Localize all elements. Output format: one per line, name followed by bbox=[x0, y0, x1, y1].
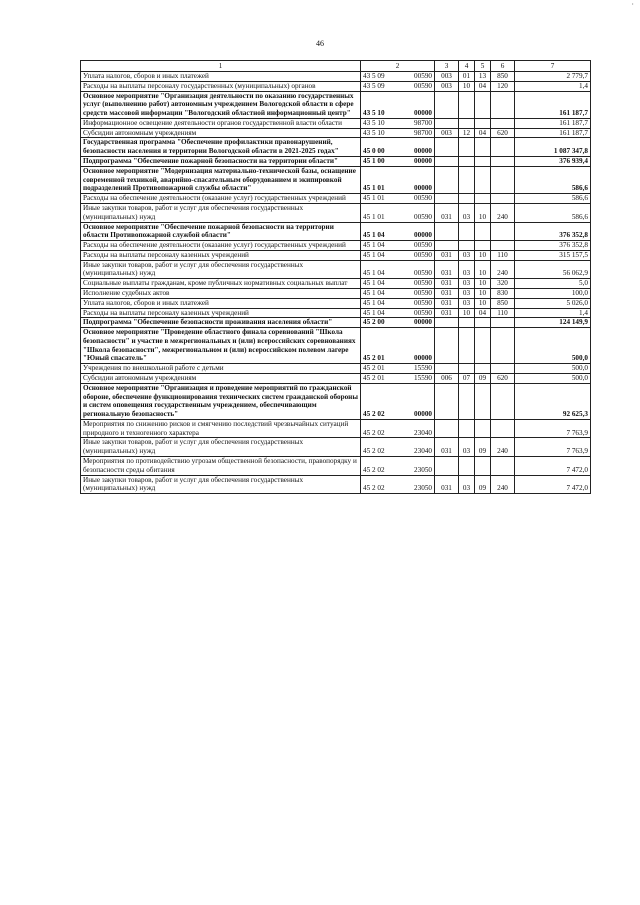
row-amount: 376 352,8 bbox=[515, 222, 591, 241]
row-section: 03 bbox=[459, 298, 475, 308]
row-section bbox=[459, 383, 475, 419]
row-amount: 500,0 bbox=[515, 374, 591, 384]
row-expense-type: 240 bbox=[491, 438, 515, 457]
row-ministry bbox=[435, 138, 459, 157]
row-code: 43 5 09 bbox=[361, 72, 401, 82]
row-category: 00590 bbox=[401, 288, 435, 298]
row-category: 98700 bbox=[401, 128, 435, 138]
table-row bbox=[81, 194, 591, 204]
row-ministry bbox=[435, 419, 459, 438]
row-section: 03 bbox=[459, 288, 475, 298]
row-code: 45 0 00 bbox=[361, 138, 401, 157]
table-row bbox=[81, 457, 591, 476]
row-name: Информационное освещение деятельности органов государственной власти области bbox=[81, 118, 361, 128]
row-expense-type: 240 bbox=[491, 260, 515, 279]
row-category: 23040 bbox=[401, 438, 435, 457]
row-expense-type: 320 bbox=[491, 279, 515, 289]
row-amount: 1,4 bbox=[515, 308, 591, 318]
row-expense-type bbox=[491, 364, 515, 374]
row-category: 00000 bbox=[401, 91, 435, 118]
row-section: 03 bbox=[459, 250, 475, 260]
row-amount: 7 472,0 bbox=[515, 457, 591, 476]
row-section bbox=[459, 91, 475, 118]
row-section bbox=[459, 328, 475, 364]
row-ministry bbox=[435, 222, 459, 241]
table-row bbox=[81, 72, 591, 82]
row-code: 45 1 04 bbox=[361, 260, 401, 279]
row-ministry bbox=[435, 166, 459, 193]
row-expense-type bbox=[491, 318, 515, 328]
row-section bbox=[459, 118, 475, 128]
header-col-7: 7 bbox=[515, 61, 591, 72]
row-section bbox=[459, 457, 475, 476]
table-row bbox=[81, 383, 591, 419]
row-subsection bbox=[475, 364, 491, 374]
row-amount: 161 187,7 bbox=[515, 128, 591, 138]
row-name: Основное мероприятие "Организация деятельности по оказанию государственных услуг (выполнению работ) автономным учреждением Вологодской области в сфере средств массовой информации "Вологодский областной информационный центр" bbox=[81, 91, 361, 118]
header-col-5: 5 bbox=[475, 61, 491, 72]
row-subsection bbox=[475, 118, 491, 128]
row-name: Субсидии автономным учреждениям bbox=[81, 128, 361, 138]
row-ministry bbox=[435, 318, 459, 328]
row-amount: 2 779,7 bbox=[515, 72, 591, 82]
row-subsection bbox=[475, 194, 491, 204]
row-expense-type bbox=[491, 138, 515, 157]
row-ministry bbox=[435, 157, 459, 167]
row-code: 45 1 04 bbox=[361, 298, 401, 308]
row-category: 00590 bbox=[401, 250, 435, 260]
row-expense-type: 850 bbox=[491, 72, 515, 82]
row-code: 45 1 01 bbox=[361, 166, 401, 193]
row-ministry: 031 bbox=[435, 298, 459, 308]
table-row bbox=[81, 475, 591, 494]
row-section bbox=[459, 157, 475, 167]
row-amount: 7 763,9 bbox=[515, 438, 591, 457]
table-row bbox=[81, 138, 591, 157]
row-ministry: 031 bbox=[435, 475, 459, 494]
row-expense-type: 240 bbox=[491, 203, 515, 222]
row-expense-type bbox=[491, 419, 515, 438]
row-category: 00590 bbox=[401, 279, 435, 289]
row-category: 23040 bbox=[401, 419, 435, 438]
row-code: 45 2 01 bbox=[361, 374, 401, 384]
row-subsection bbox=[475, 138, 491, 157]
row-name: Расходы на обеспечение деятельности (оказание услуг) государственных учреждений bbox=[81, 194, 361, 204]
row-name: Расходы на выплаты персоналу государственных (муниципальных) органов bbox=[81, 81, 361, 91]
row-ministry: 031 bbox=[435, 308, 459, 318]
row-subsection bbox=[475, 328, 491, 364]
row-section: 01 bbox=[459, 72, 475, 82]
table-row bbox=[81, 288, 591, 298]
table-row bbox=[81, 250, 591, 260]
row-name: Основное мероприятие "Проведение областного финала соревнований "Школа безопасности" и участие в межрегиональных и (или) всероссийских соревнованиях "Школа безопасности", межрегиональном и (или) всероссийском полевом лагере "Юный спасатель" bbox=[81, 328, 361, 364]
row-category: 00000 bbox=[401, 138, 435, 157]
row-category: 23050 bbox=[401, 475, 435, 494]
row-name: Субсидии автономным учреждениям bbox=[81, 374, 361, 384]
row-section bbox=[459, 318, 475, 328]
table-row bbox=[81, 318, 591, 328]
row-code: 45 2 02 bbox=[361, 383, 401, 419]
row-ministry: 031 bbox=[435, 288, 459, 298]
row-subsection: 10 bbox=[475, 288, 491, 298]
row-code: 45 1 01 bbox=[361, 194, 401, 204]
row-amount: 376 939,4 bbox=[515, 157, 591, 167]
row-section: 03 bbox=[459, 203, 475, 222]
row-expense-type: 830 bbox=[491, 288, 515, 298]
row-name: Расходы на выплаты персоналу казенных учреждений bbox=[81, 250, 361, 260]
row-category: 23050 bbox=[401, 457, 435, 476]
row-code: 45 2 02 bbox=[361, 475, 401, 494]
row-ministry bbox=[435, 364, 459, 374]
row-name: Расходы на выплаты персоналу казенных учреждений bbox=[81, 308, 361, 318]
row-section bbox=[459, 241, 475, 251]
row-subsection bbox=[475, 383, 491, 419]
table-row bbox=[81, 91, 591, 118]
row-amount: 92 625,3 bbox=[515, 383, 591, 419]
row-expense-type bbox=[491, 222, 515, 241]
row-expense-type: 850 bbox=[491, 298, 515, 308]
row-amount: 500,0 bbox=[515, 364, 591, 374]
table-body bbox=[81, 61, 591, 494]
row-amount: 315 157,5 bbox=[515, 250, 591, 260]
row-amount: 56 062,9 bbox=[515, 260, 591, 279]
row-category: 00590 bbox=[401, 298, 435, 308]
row-expense-type bbox=[491, 241, 515, 251]
row-amount: 7 472,0 bbox=[515, 475, 591, 494]
row-name: Государственная программа "Обеспечение профилактики правонарушений, безопасности населения и территории Вологодской области в 2021-2025 годах" bbox=[81, 138, 361, 157]
row-name: Основное мероприятие "Организация и проведение мероприятий по гражданской обороне, обеспечение функционирования технических систем гражданской обороны и систем оповещения государственным учреждением, обеспечивающим региональную безопасность" bbox=[81, 383, 361, 419]
row-ministry: 031 bbox=[435, 250, 459, 260]
row-ministry: 003 bbox=[435, 128, 459, 138]
row-expense-type: 110 bbox=[491, 250, 515, 260]
row-category: 15590 bbox=[401, 364, 435, 374]
row-code: 45 2 01 bbox=[361, 364, 401, 374]
budget-table bbox=[80, 60, 591, 494]
table-row bbox=[81, 438, 591, 457]
row-name: Социальные выплаты гражданам, кроме публичных нормативных социальных выплат bbox=[81, 279, 361, 289]
row-amount: 500,0 bbox=[515, 328, 591, 364]
row-ministry: 031 bbox=[435, 279, 459, 289]
row-expense-type: 620 bbox=[491, 374, 515, 384]
row-ministry bbox=[435, 91, 459, 118]
row-category: 00000 bbox=[401, 222, 435, 241]
row-ministry: 031 bbox=[435, 438, 459, 457]
table-row bbox=[81, 118, 591, 128]
row-ministry bbox=[435, 383, 459, 419]
header-col-1: 1 bbox=[81, 61, 361, 72]
row-subsection: 10 bbox=[475, 203, 491, 222]
table-row bbox=[81, 374, 591, 384]
row-category: 00000 bbox=[401, 383, 435, 419]
row-code: 45 2 00 bbox=[361, 318, 401, 328]
table-row bbox=[81, 128, 591, 138]
row-code: 45 2 01 bbox=[361, 328, 401, 364]
row-expense-type: 110 bbox=[491, 308, 515, 318]
row-name: Учреждения по внешкольной работе с детьми bbox=[81, 364, 361, 374]
row-amount: 586,6 bbox=[515, 203, 591, 222]
table-row bbox=[81, 81, 591, 91]
row-category: 00000 bbox=[401, 157, 435, 167]
row-name: Иные закупки товаров, работ и услуг для обеспечения государственных (муниципальных) нужд bbox=[81, 438, 361, 457]
row-ministry bbox=[435, 241, 459, 251]
row-name: Уплата налогов, сборов и иных платежей bbox=[81, 298, 361, 308]
row-section bbox=[459, 419, 475, 438]
row-expense-type bbox=[491, 91, 515, 118]
row-name: Исполнение судебных актов bbox=[81, 288, 361, 298]
row-category: 00590 bbox=[401, 194, 435, 204]
row-code: 45 1 04 bbox=[361, 250, 401, 260]
row-code: 45 1 04 bbox=[361, 279, 401, 289]
row-section bbox=[459, 166, 475, 193]
row-amount: 376 352,8 bbox=[515, 241, 591, 251]
table-row bbox=[81, 203, 591, 222]
row-code: 43 5 10 bbox=[361, 118, 401, 128]
table-row bbox=[81, 328, 591, 364]
table-row bbox=[81, 157, 591, 167]
row-expense-type bbox=[491, 194, 515, 204]
row-category: 98700 bbox=[401, 118, 435, 128]
table-row bbox=[81, 241, 591, 251]
row-section: 12 bbox=[459, 128, 475, 138]
row-subsection bbox=[475, 318, 491, 328]
row-section bbox=[459, 194, 475, 204]
table-row bbox=[81, 298, 591, 308]
header-col-2: 2 bbox=[361, 61, 435, 72]
row-name: Уплата налогов, сборов и иных платежей bbox=[81, 72, 361, 82]
row-category: 00000 bbox=[401, 328, 435, 364]
row-expense-type bbox=[491, 157, 515, 167]
row-amount: 161 187,7 bbox=[515, 91, 591, 118]
row-expense-type bbox=[491, 383, 515, 419]
table-header-row bbox=[81, 61, 591, 72]
row-section: 03 bbox=[459, 279, 475, 289]
table-row bbox=[81, 260, 591, 279]
row-subsection: 04 bbox=[475, 128, 491, 138]
row-category: 00590 bbox=[401, 81, 435, 91]
row-ministry: 006 bbox=[435, 374, 459, 384]
row-code: 45 2 02 bbox=[361, 457, 401, 476]
row-category: 00590 bbox=[401, 203, 435, 222]
row-subsection bbox=[475, 91, 491, 118]
row-ministry bbox=[435, 457, 459, 476]
row-name: Расходы на обеспечение деятельности (оказание услуг) государственных учреждений bbox=[81, 241, 361, 251]
row-name: Основное мероприятие "Модернизация материально-технической базы, оснащение современной техникой, аварийно-спасательным оборудованием и экипировкой подразделений Противопожарной службы области" bbox=[81, 166, 361, 193]
header-col-3: 3 bbox=[435, 61, 459, 72]
row-amount: 1,4 bbox=[515, 81, 591, 91]
row-subsection: 10 bbox=[475, 260, 491, 279]
table-row bbox=[81, 166, 591, 193]
row-section: 03 bbox=[459, 438, 475, 457]
row-category: 00590 bbox=[401, 308, 435, 318]
table-row bbox=[81, 279, 591, 289]
row-amount: 5 026,0 bbox=[515, 298, 591, 308]
header-col-6: 6 bbox=[491, 61, 515, 72]
row-code: 45 1 04 bbox=[361, 241, 401, 251]
row-name: Иные закупки товаров, работ и услуг для обеспечения государственных (муниципальных) нужд bbox=[81, 475, 361, 494]
row-subsection: 04 bbox=[475, 81, 491, 91]
table-row bbox=[81, 364, 591, 374]
row-amount: 5,0 bbox=[515, 279, 591, 289]
row-name: Основное мероприятие "Обеспечение пожарной безопасности на территории области Противопожарной службой области" bbox=[81, 222, 361, 241]
row-amount: 124 149,9 bbox=[515, 318, 591, 328]
row-subsection: 04 bbox=[475, 308, 491, 318]
row-category: 00590 bbox=[401, 260, 435, 279]
row-code: 45 1 04 bbox=[361, 308, 401, 318]
row-expense-type bbox=[491, 118, 515, 128]
row-ministry: 003 bbox=[435, 72, 459, 82]
row-subsection: 09 bbox=[475, 374, 491, 384]
row-amount: 161 187,7 bbox=[515, 118, 591, 128]
row-subsection: 10 bbox=[475, 250, 491, 260]
row-subsection: 10 bbox=[475, 298, 491, 308]
row-name: Мероприятия по снижению рисков и смягчению последствий чрезвычайных ситуаций природного и техногенного характера bbox=[81, 419, 361, 438]
row-expense-type: 620 bbox=[491, 128, 515, 138]
row-section bbox=[459, 138, 475, 157]
row-category: 00590 bbox=[401, 72, 435, 82]
row-section bbox=[459, 364, 475, 374]
row-code: 45 2 02 bbox=[361, 419, 401, 438]
row-code: 43 5 09 bbox=[361, 81, 401, 91]
row-code: 45 1 04 bbox=[361, 288, 401, 298]
row-subsection bbox=[475, 419, 491, 438]
row-name: Иные закупки товаров, работ и услуг для обеспечения государственных (муниципальных) нужд bbox=[81, 203, 361, 222]
row-amount: 586,6 bbox=[515, 166, 591, 193]
row-expense-type: 120 bbox=[491, 81, 515, 91]
row-expense-type bbox=[491, 457, 515, 476]
row-section: 03 bbox=[459, 260, 475, 279]
row-name: Мероприятия по противодействию угрозам общественной безопасности, правопорядку и безопасности среды обитания bbox=[81, 457, 361, 476]
row-code: 43 5 10 bbox=[361, 91, 401, 118]
row-subsection bbox=[475, 222, 491, 241]
row-amount: 586,6 bbox=[515, 194, 591, 204]
row-ministry: 031 bbox=[435, 260, 459, 279]
row-subsection: 13 bbox=[475, 72, 491, 82]
row-name: Подпрограмма "Обеспечение пожарной безопасности на территории области" bbox=[81, 157, 361, 167]
row-category: 00000 bbox=[401, 318, 435, 328]
row-code: 45 1 01 bbox=[361, 203, 401, 222]
table-row bbox=[81, 308, 591, 318]
page-number: 46 bbox=[316, 39, 324, 48]
row-section bbox=[459, 222, 475, 241]
row-name: Иные закупки товаров, работ и услуг для обеспечения государственных (муниципальных) нужд bbox=[81, 260, 361, 279]
row-subsection bbox=[475, 241, 491, 251]
row-ministry bbox=[435, 328, 459, 364]
row-amount: 1 087 347,8 bbox=[515, 138, 591, 157]
row-name: Подпрограмма "Обеспечение безопасности проживания населения области" bbox=[81, 318, 361, 328]
row-code: 45 1 04 bbox=[361, 222, 401, 241]
row-ministry bbox=[435, 194, 459, 204]
row-expense-type bbox=[491, 328, 515, 364]
row-ministry: 003 bbox=[435, 81, 459, 91]
row-ministry: 031 bbox=[435, 203, 459, 222]
header-col-4: 4 bbox=[459, 61, 475, 72]
row-code: 45 2 02 bbox=[361, 438, 401, 457]
row-category: 15590 bbox=[401, 374, 435, 384]
table-row bbox=[81, 419, 591, 438]
table-row bbox=[81, 222, 591, 241]
row-category: 00590 bbox=[401, 241, 435, 251]
row-section: 10 bbox=[459, 308, 475, 318]
row-subsection: 09 bbox=[475, 438, 491, 457]
row-expense-type bbox=[491, 166, 515, 193]
row-subsection bbox=[475, 157, 491, 167]
row-subsection: 10 bbox=[475, 279, 491, 289]
row-category: 00000 bbox=[401, 166, 435, 193]
row-subsection bbox=[475, 166, 491, 193]
corner-mark: · bbox=[631, 0, 634, 9]
row-section: 07 bbox=[459, 374, 475, 384]
row-amount: 7 763,9 bbox=[515, 419, 591, 438]
row-amount: 100,0 bbox=[515, 288, 591, 298]
row-subsection bbox=[475, 457, 491, 476]
row-section: 10 bbox=[459, 81, 475, 91]
row-expense-type: 240 bbox=[491, 475, 515, 494]
row-ministry bbox=[435, 118, 459, 128]
row-code: 45 1 00 bbox=[361, 157, 401, 167]
row-code: 43 5 10 bbox=[361, 128, 401, 138]
row-section: 03 bbox=[459, 475, 475, 494]
row-subsection: 09 bbox=[475, 475, 491, 494]
